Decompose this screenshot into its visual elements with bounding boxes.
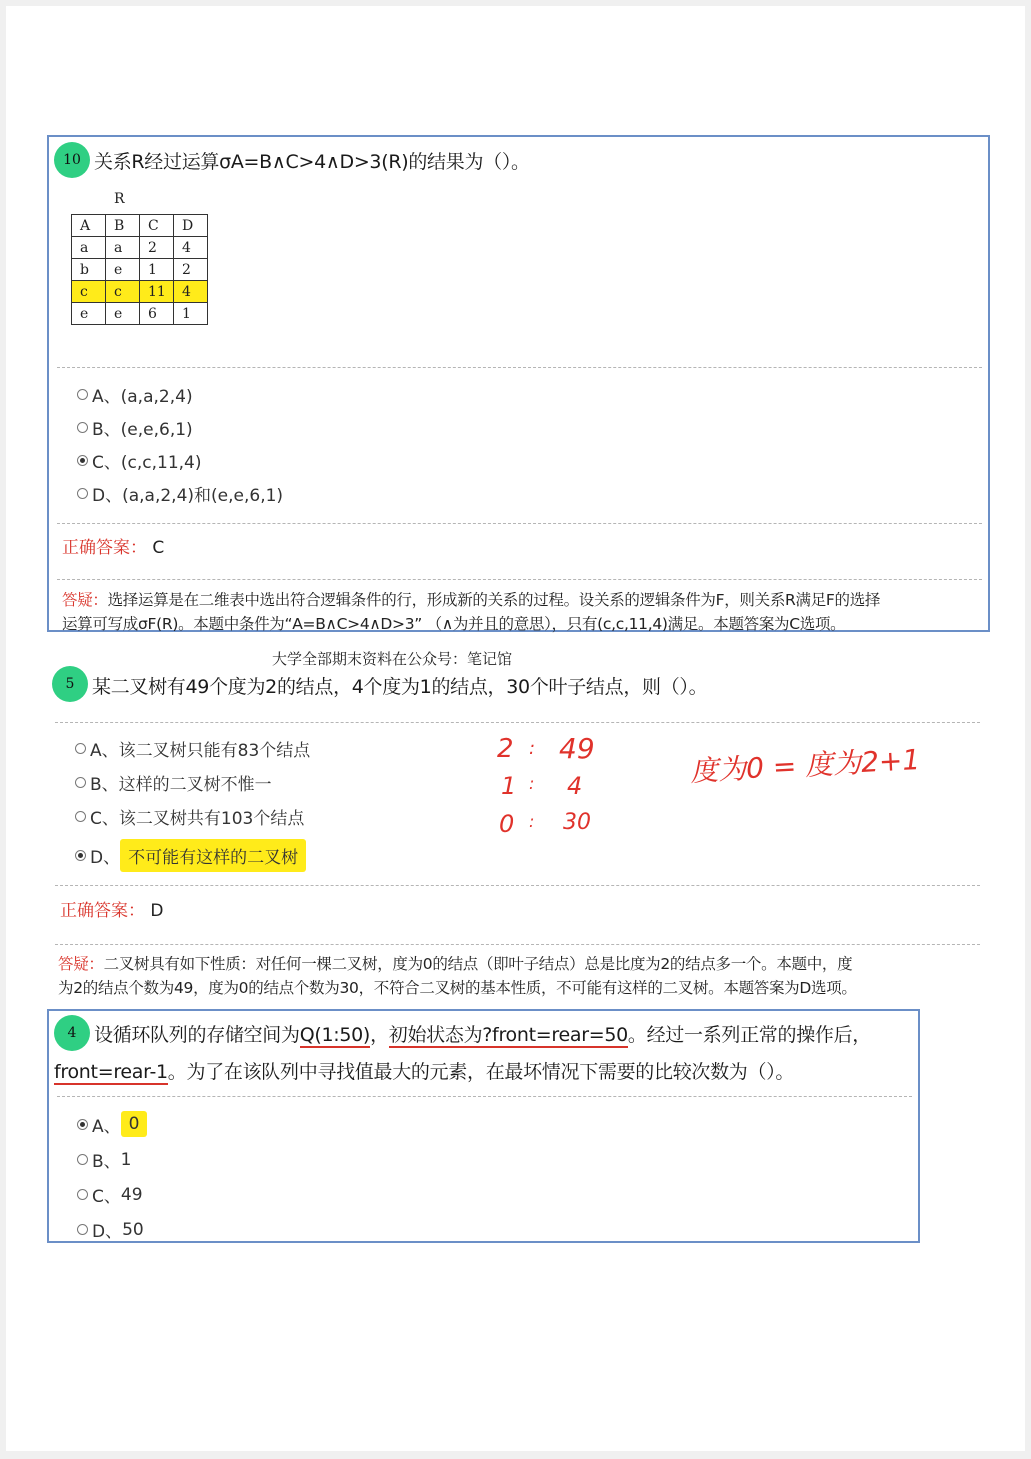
watermark-text: 大学全部期末资料在公众号：笔记馆 <box>272 650 513 668</box>
relation-cell: c <box>72 281 106 303</box>
option-label: C、(c,c,11,4) <box>92 453 202 473</box>
explanation-label: 答疑： <box>58 955 104 973</box>
option-a[interactable] <box>77 382 193 407</box>
explanation-label: 答疑： <box>62 591 108 609</box>
correct-answer-label: 正确答案： <box>60 901 145 921</box>
option-prefix: D、 <box>90 848 121 868</box>
handwriting-text: : <box>529 738 536 759</box>
relation-cell: e <box>106 259 140 281</box>
relation-cell: c <box>106 281 140 303</box>
option-label: 50 <box>122 1219 144 1240</box>
option-label: 1 <box>120 1149 132 1170</box>
question-text-fragment: ， <box>370 1024 389 1046</box>
relation-table <box>71 214 208 325</box>
radio-selected-icon[interactable] <box>77 1119 88 1130</box>
explanation-line: 选择运算是在二维表中选出符合逻辑条件的行，形成新的关系的过程。设关系的逻辑条件为F，则关系R满足F的选择 <box>107 591 881 609</box>
radio-icon[interactable] <box>77 488 88 499</box>
question-text-fragment: 。为了在该队列中寻找值最大的元素，在最坏情况下需要的比较次数为（）。 <box>167 1061 795 1083</box>
option-label: 这样的二叉树不惟一 <box>118 775 272 795</box>
relation-header-cell: B <box>106 215 140 237</box>
relation-row-highlighted <box>72 281 208 303</box>
radio-icon[interactable] <box>77 1224 88 1235</box>
question-5-block <box>47 664 990 1004</box>
option-c[interactable] <box>75 804 304 829</box>
correct-answer-value: D <box>150 901 164 921</box>
option-c[interactable] <box>77 448 202 473</box>
relation-cell: 2 <box>174 259 208 281</box>
question-text-line-1 <box>94 1020 871 1047</box>
relation-cell: b <box>72 259 106 281</box>
question-text-underlined: front=rear-1 <box>54 1061 168 1083</box>
question-number-badge: 5 <box>52 666 88 702</box>
option-prefix: D、 <box>92 1222 123 1242</box>
handwriting-formula: 度为0 = 度为2+1 <box>689 742 921 788</box>
question-text-fragment: 设循环队列的存储空间为 <box>94 1024 300 1046</box>
option-prefix: C、 <box>92 1187 121 1207</box>
relation-row <box>72 259 208 281</box>
explanation-line: 为2的结点个数为49，度为0的结点个数为30，不符合二叉树的基本性质，不可能有这样的二叉树。本题答案为D选项。 <box>58 979 857 997</box>
option-d[interactable] <box>77 1217 144 1242</box>
relation-cell: 2 <box>140 237 174 259</box>
divider <box>55 885 980 886</box>
relation-cell: a <box>72 237 106 259</box>
option-b[interactable] <box>77 1147 132 1172</box>
option-label-highlighted: 不可能有这样的二叉树 <box>120 839 306 872</box>
handwriting-text: : <box>529 774 535 793</box>
option-b[interactable] <box>75 770 272 795</box>
option-label: 该二叉树只能有83个结点 <box>118 741 311 761</box>
handwriting-text: : <box>529 812 535 831</box>
handwriting-text: 0 <box>499 810 515 838</box>
correct-answer-value: C <box>152 538 165 558</box>
explanation-line: 二叉树具有如下性质：对任何一棵二叉树，度为0的结点（即叶子结点）总是比度为2的结点多一个。本题中，度 <box>103 955 853 973</box>
relation-cell: 1 <box>174 303 208 325</box>
relation-caption: R <box>114 191 125 207</box>
divider <box>57 1096 912 1097</box>
option-prefix: B、 <box>90 775 119 795</box>
question-text-underlined: 初始状态为?front=rear=50 <box>388 1024 628 1046</box>
option-label: B、(e,e,6,1) <box>92 420 193 440</box>
handwriting-text: 4 <box>567 772 583 800</box>
question-text-underlined: Q(1:50) <box>299 1024 371 1046</box>
radio-icon[interactable] <box>77 389 88 400</box>
relation-cell: 11 <box>140 281 174 303</box>
relation-cell: e <box>72 303 106 325</box>
question-number-badge: 10 <box>54 142 90 178</box>
handwriting-text: 49 <box>559 732 595 765</box>
relation-header-cell: A <box>72 215 106 237</box>
handwriting-text: 30 <box>563 810 591 835</box>
radio-icon[interactable] <box>77 1189 88 1200</box>
question-10-card <box>47 135 990 632</box>
correct-answer <box>62 533 164 558</box>
relation-header-cell: D <box>174 215 208 237</box>
option-prefix: C、 <box>90 809 119 829</box>
question-text: 某二叉树有49个度为2的结点，4个度为1的结点，30个叶子结点，则（）。 <box>92 676 708 698</box>
explanation-line: 运算可写成σF(R)。本题中条件为“A=B∧C>4∧D>3” （∧为并且的意思），只有(c,c,11,4)满足。本题答案为C选项。 <box>62 615 846 633</box>
option-label: D、(a,a,2,4)和(e,e,6,1) <box>92 486 284 506</box>
page <box>6 6 1025 1451</box>
radio-icon[interactable] <box>75 743 86 754</box>
relation-cell: a <box>106 237 140 259</box>
handwriting-text: 2 <box>497 734 514 764</box>
divider <box>55 722 980 723</box>
radio-icon[interactable] <box>75 811 86 822</box>
question-4-card <box>47 1009 920 1243</box>
relation-header-row <box>72 215 208 237</box>
relation-cell: 4 <box>174 237 208 259</box>
option-label: A、(a,a,2,4) <box>92 387 193 407</box>
correct-answer-label: 正确答案： <box>62 538 147 558</box>
divider <box>57 523 982 524</box>
option-d[interactable] <box>77 481 283 506</box>
radio-icon[interactable] <box>77 1154 88 1165</box>
relation-row <box>72 237 208 259</box>
relation-row <box>72 303 208 325</box>
relation-cell: e <box>106 303 140 325</box>
question-text: 关系R经过运算σA=B∧C>4∧D>3(R)的结果为（）。 <box>94 151 530 173</box>
option-d[interactable] <box>75 839 306 872</box>
option-prefix: B、 <box>92 1152 121 1172</box>
correct-answer <box>60 896 164 921</box>
option-label: 该二叉树共有103个结点 <box>118 809 305 829</box>
relation-cell: 6 <box>140 303 174 325</box>
option-a[interactable] <box>77 1111 147 1137</box>
relation-cell: 4 <box>174 281 208 303</box>
divider <box>55 944 980 945</box>
divider <box>57 367 982 368</box>
option-prefix: A、 <box>92 1116 121 1137</box>
radio-icon[interactable] <box>77 422 88 433</box>
relation-cell: 1 <box>140 259 174 281</box>
radio-icon[interactable] <box>75 777 86 788</box>
option-c[interactable] <box>77 1182 143 1207</box>
handwriting-text: 1 <box>501 772 517 800</box>
radio-selected-icon[interactable] <box>75 850 86 861</box>
option-b[interactable] <box>77 415 193 440</box>
option-label: 49 <box>120 1184 143 1205</box>
question-text-fragment: 。经过一系列正常的操作后， <box>627 1024 872 1046</box>
divider <box>57 579 982 580</box>
relation-table-wrap <box>71 214 208 325</box>
option-a[interactable] <box>75 736 310 761</box>
option-prefix: A、 <box>90 741 119 761</box>
relation-header-cell: C <box>140 215 174 237</box>
explanation <box>58 952 983 1000</box>
radio-selected-icon[interactable] <box>77 455 88 466</box>
explanation <box>62 588 987 636</box>
question-number-badge: 4 <box>54 1015 90 1051</box>
option-label-highlighted: 0 <box>121 1111 148 1137</box>
question-text-line-2 <box>54 1057 794 1084</box>
